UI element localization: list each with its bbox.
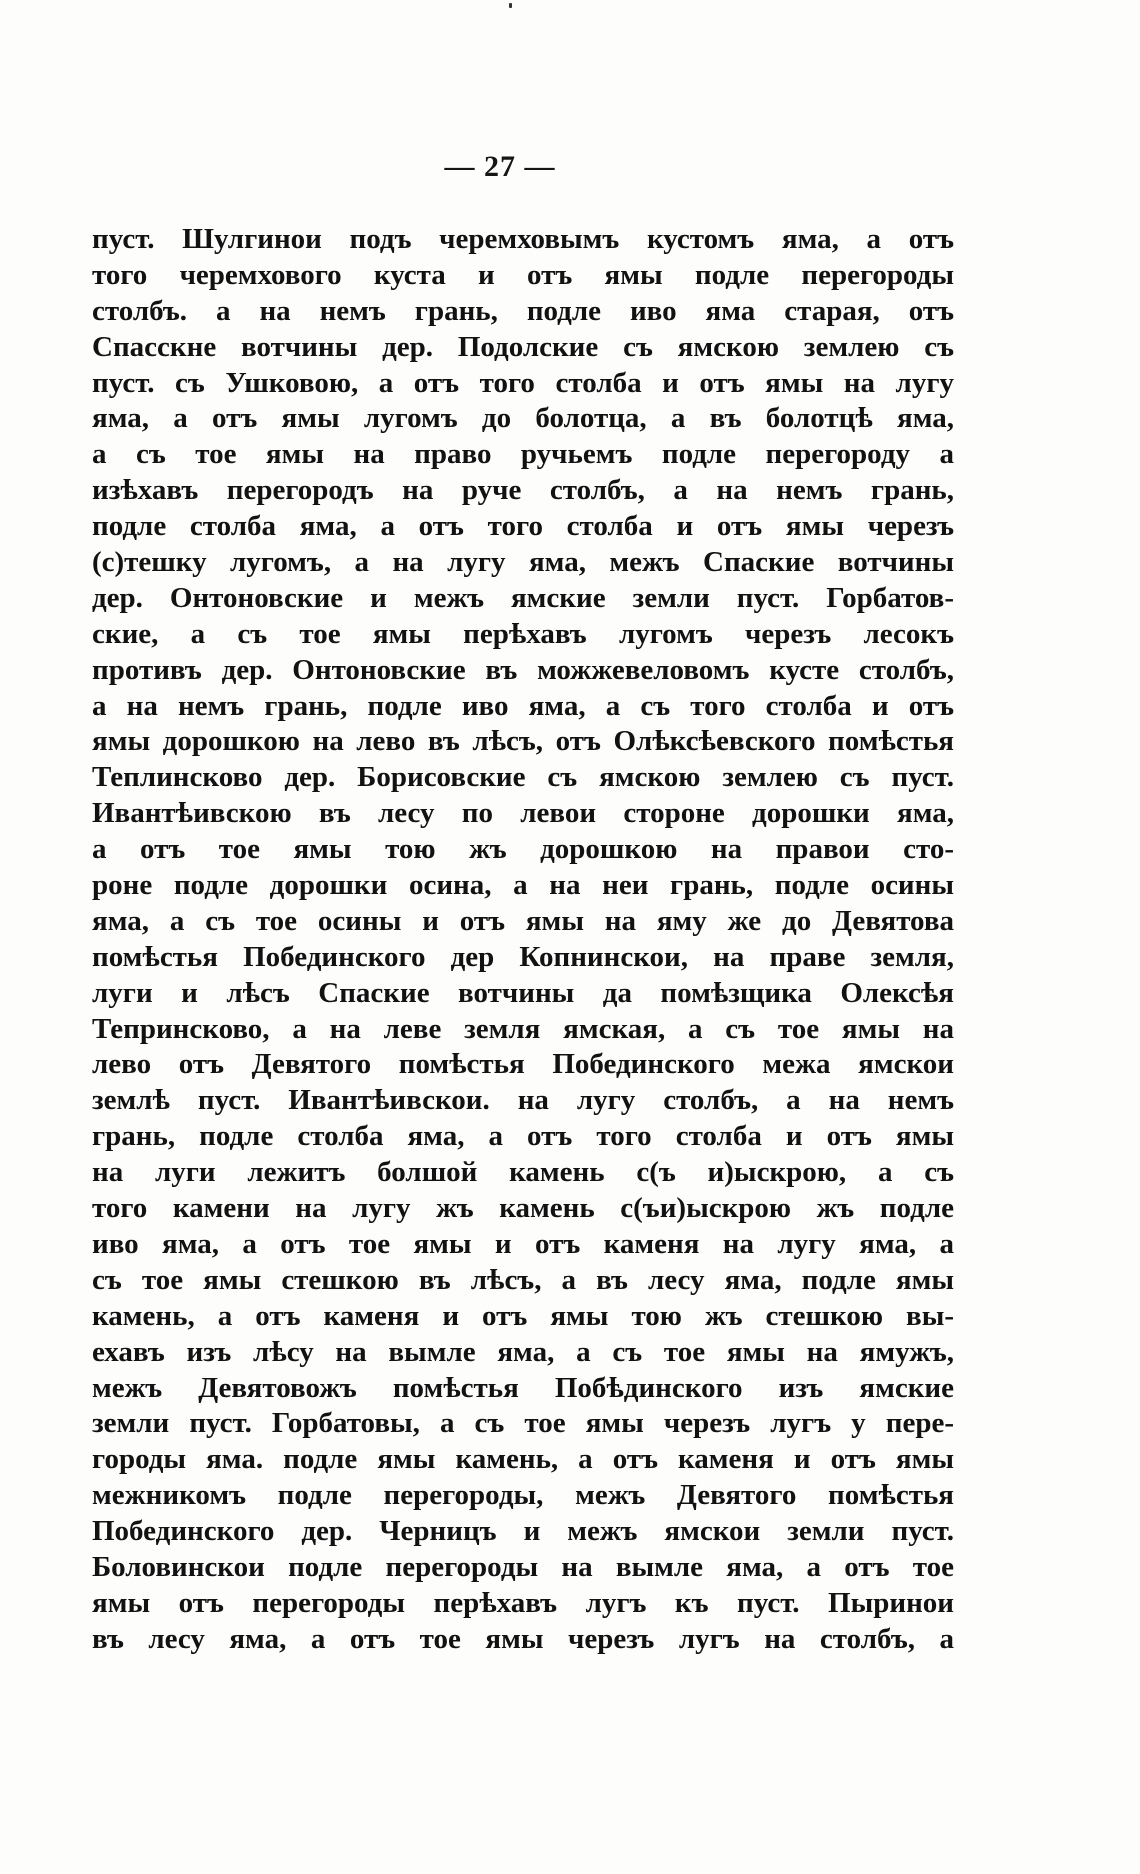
text-line: яма, а отъ ямы лугомъ до болотца, а въ болотцѣ яма,: [92, 402, 954, 435]
text-line: пуст. Шулгинои подъ черемховымъ кустомъ яма, а отъ: [92, 223, 954, 255]
text-line: изѣхавъ перегородъ на руче столбъ, а на немъ грань,: [92, 474, 954, 507]
page-number: — 27 —: [444, 150, 556, 183]
text-line: а съ тое ямы на право ручьемъ подле перегороду а: [92, 438, 954, 471]
text-line: иво яма, а отъ тое ямы и отъ каменя на лугу яма, а: [92, 1227, 954, 1260]
text-line: яма, а съ тое осины и отъ ямы на яму же до Девятова: [92, 904, 954, 937]
page-body-text: [92, 222, 954, 1658]
text-line: луги и лѣсъ Спаские вотчины да помѣзщика Олексѣя: [92, 976, 954, 1009]
text-line: а отъ тое ямы тою жъ дорошкою на правои сто-: [92, 833, 954, 866]
text-line: ямы отъ перегороды перѣхавъ лугъ къ пуст. Пыринои: [92, 1586, 954, 1619]
text-line: Побединского дер. Черницъ и межъ ямскои земли пуст.: [92, 1515, 954, 1548]
text-line: подле столба яма, а отъ того столба и отъ ямы черезъ: [92, 510, 954, 543]
text-line: а на немъ грань, подле иво яма, а съ того столба и отъ: [92, 689, 954, 722]
text-line: на луги лежитъ болшой камень с(ъ и)ыскрою, а съ: [92, 1156, 954, 1189]
print-speck: [509, 3, 512, 8]
text-line: Ивантѣивскою въ лесу по левои стороне дорошки яма,: [92, 797, 954, 830]
text-line: камень, а отъ каменя и отъ ямы тою жъ стешкою вы-: [92, 1299, 954, 1332]
text-line: того камени на лугу жъ камень с(ъи)ыскрою жъ подле: [92, 1192, 954, 1225]
text-line: столбъ. а на немъ грань, подле иво яма старая, отъ: [92, 294, 954, 327]
text-line: дер. Онтоновские и межъ ямские земли пуст. Горбатов-: [92, 581, 954, 614]
text-line: ехавъ изъ лѣсу на вымле яма, а съ тое ямы на ямужъ,: [92, 1335, 954, 1368]
text-line: противъ дер. Онтоновские въ можжевеловомъ кусте столбъ,: [92, 653, 954, 686]
text-line: въ лесу яма, а отъ тое ямы черезъ лугъ на столбъ, а: [92, 1622, 954, 1655]
text-line: землѣ пуст. Ивантѣивскои. на лугу столбъ, а на немъ: [92, 1084, 954, 1117]
text-line: Теплинсково дер. Борисовские съ ямскою землею съ пуст.: [92, 761, 954, 794]
text-line: того черемхового куста и отъ ямы подле перегороды: [92, 258, 954, 291]
text-line: роне подле дорошки осина, а на неи грань, подле осины: [92, 869, 954, 902]
text-line: ские, а съ тое ямы перѣхавъ лугомъ черезъ лесокъ: [92, 617, 954, 650]
text-line: земли пуст. Горбатовы, а съ тое ямы черезъ лугъ у пере-: [92, 1407, 954, 1440]
text-line: Спасскне вотчины дер. Подолские съ ямскою землею съ: [92, 330, 954, 363]
text-line: пуст. съ Ушковою, а отъ того столба и отъ ямы на лугу: [92, 366, 954, 399]
text-line: ямы дорошкою на лево въ лѣсъ, отъ Олѣксѣевского помѣстья: [92, 725, 954, 758]
text-line: съ тое ямы стешкою въ лѣсъ, а въ лесу яма, подле ямы: [92, 1263, 954, 1296]
text-line: Боловинскои подле перегороды на вымле яма, а отъ тое: [92, 1550, 954, 1583]
text-line: Тепринсково, а на леве земля ямская, а съ тое ямы на: [92, 1012, 954, 1045]
text-line: городы яма. подле ямы камень, а отъ каменя и отъ ямы: [92, 1443, 954, 1476]
text-line: межникомъ подле перегороды, межъ Девятого помѣстья: [92, 1479, 954, 1512]
text-line: грань, подле столба яма, а отъ того столба и отъ ямы: [92, 1120, 954, 1153]
text-line: помѣстья Побединского дер Копнинскои, на праве земля,: [92, 940, 954, 973]
text-line: межъ Девятовожъ помѣстья Побѣдинского изъ ямские: [92, 1371, 954, 1404]
text-line: лево отъ Девятого помѣстья Побединского межа ямскои: [92, 1048, 954, 1081]
text-line: (с)тешку лугомъ, а на лугу яма, межъ Спаские вотчины: [92, 546, 954, 579]
